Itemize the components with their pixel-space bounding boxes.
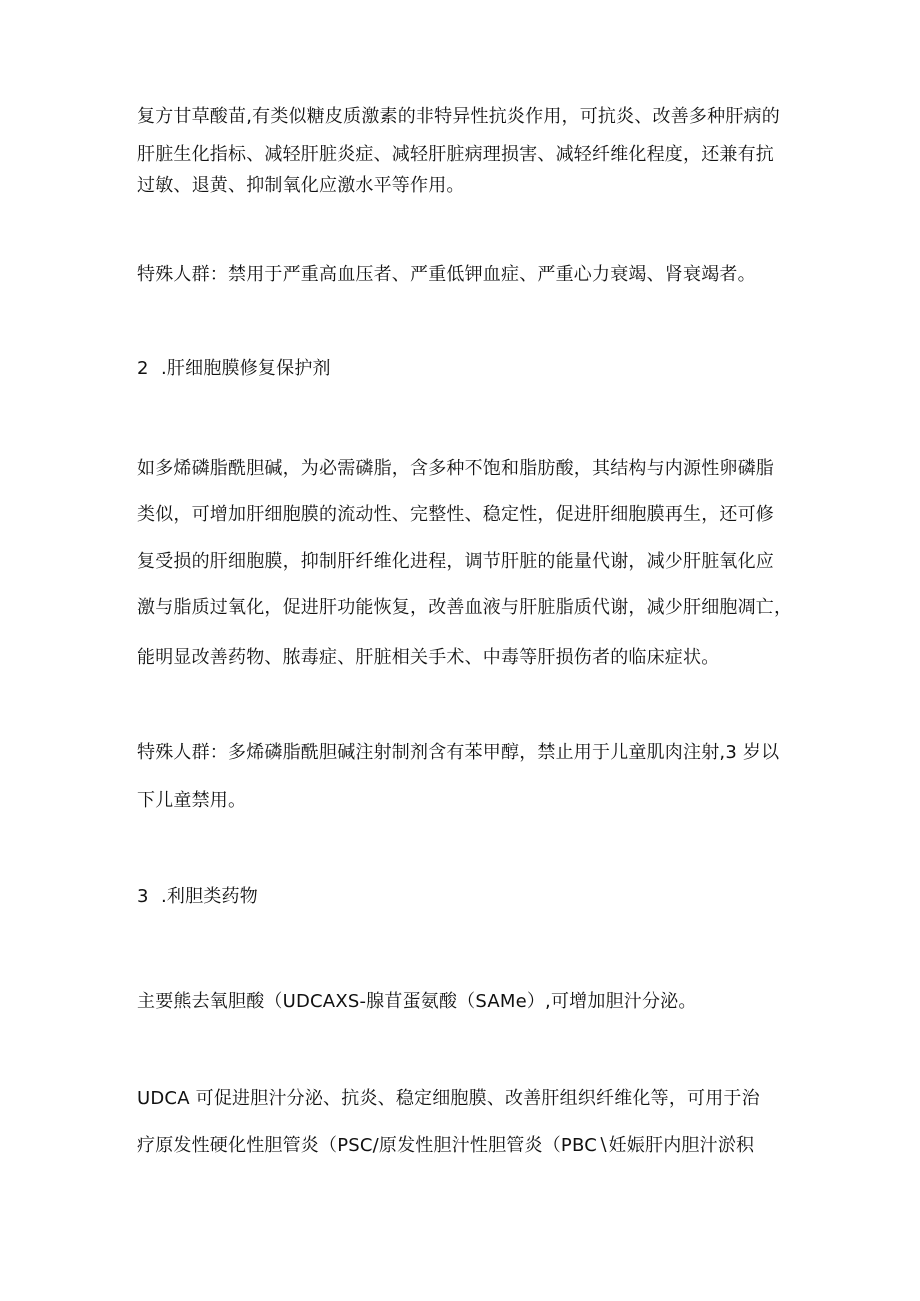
- paragraph-line: 过敏、退黄、抑制氧化应激水平等作用。: [137, 175, 465, 196]
- paragraph-line: 疗原发性硬化性胆管炎（PSC/原发性胆汁性胆管炎（PBC∖妊娠肝内胆汁淤积: [137, 1135, 755, 1156]
- paragraph-line: 能明显改善药物、脓毒症、肝脏相关手术、中毒等肝损伤者的临床症状。: [137, 647, 720, 668]
- section-heading-3: [137, 885, 258, 909]
- section-heading-2: [137, 357, 331, 381]
- special-population-note: 特殊人群：多烯磷脂酰胆碱注射制剂含有苯甲醇，禁止用于儿童肌肉注射,3 岁以: [137, 742, 780, 763]
- section-title: .肝细胞膜修复保护剂: [161, 358, 331, 379]
- special-population-note: 特殊人群：禁用于严重高血压者、严重低钾血症、严重心力衰竭、肾衰竭者。: [137, 264, 756, 285]
- special-population-note: 下儿童禁用。: [137, 790, 247, 811]
- paragraph-line: 如多烯磷脂酰胆碱，为必需磷脂，含多种不饱和脂肪酸，其结构与内源性卵磷脂: [137, 458, 774, 479]
- paragraph-line: 激与脂质过氧化，促进肝功能恢复，改善血液与肝脏脂质代谢，减少肝细胞凋亡，: [137, 597, 793, 618]
- paragraph-line: 肝脏生化指标、减轻肝脏炎症、减轻肝脏病理损害、减轻纤维化程度，还兼有抗: [137, 144, 774, 165]
- paragraph-line: 复受损的肝细胞膜，抑制肝纤维化进程，调节肝脏的能量代谢，减少肝脏氧化应: [137, 551, 774, 572]
- paragraph-line: UDCA 可促进胆汁分泌、抗炎、稳定细胞膜、改善肝组织纤维化等，可用于治: [137, 1088, 760, 1109]
- paragraph-line: 复方甘草酸苗,有类似糖皮质激素的非特异性抗炎作用，可抗炎、改善多种肝病的: [137, 106, 780, 127]
- section-title: .利胆类药物: [161, 886, 258, 907]
- section-number: 3: [137, 886, 149, 907]
- paragraph-line: 主要熊去氧胆酸（UDCAXS-腺苜蛋氨酸（SAMe）,可增加胆汁分泌。: [137, 991, 697, 1012]
- paragraph-line: 类似，可增加肝细胞膜的流动性、完整性、稳定性，促进肝细胞膜再生，还可修: [137, 504, 774, 525]
- section-number: 2: [137, 358, 149, 379]
